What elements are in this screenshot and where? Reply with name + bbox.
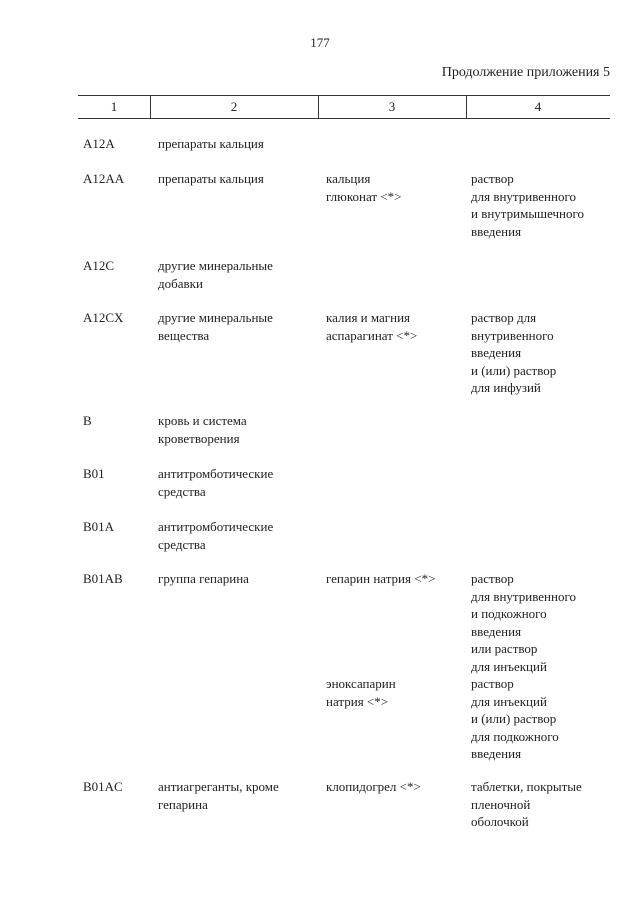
drug-cell: гепарин натрия <*> <box>326 571 436 586</box>
form-cell: раствор для внутривенного и внутримышечного введения <box>471 171 585 239</box>
name-cell: препараты кальция <box>158 136 264 151</box>
drug-cell: клопидогрел <*> <box>326 779 421 794</box>
drug-cell: калия и магния аспарагинат <*> <box>326 310 418 343</box>
header-col-2: 2 <box>230 99 238 114</box>
form-cell: раствор для инъекций и (или) раствор для подкожного введения <box>471 676 559 761</box>
name-cell: другие минеральные вещества <box>158 310 273 343</box>
name-cell: антиагреганты, кроме гепарина <box>158 779 279 812</box>
continuation-title: Продолжение приложения 5 <box>441 65 610 80</box>
code-cell: B01AB <box>83 571 123 586</box>
header-col-3: 3 <box>388 99 396 114</box>
code-cell: A12CX <box>83 310 124 325</box>
name-cell: антитромботические средства <box>158 519 274 552</box>
code-cell: A12A <box>83 136 115 151</box>
form-cell: таблетки, покрытые пленочной оболочкой <box>471 779 582 829</box>
drug-cell: эноксапарин натрия <*> <box>326 676 396 709</box>
table-header <box>78 95 610 119</box>
form-cell: раствор для внутривенного и подкожного введения или раствор для инъекций <box>471 571 576 674</box>
code-cell: A12C <box>83 258 115 273</box>
header-col-4: 4 <box>534 99 542 114</box>
code-cell: B01AC <box>83 779 123 794</box>
drug-cell: кальция глюконат <*> <box>326 171 402 204</box>
name-cell: антитромботические средства <box>158 466 274 499</box>
name-cell: кровь и система кроветворения <box>158 413 247 446</box>
form-cell: раствор для внутривенного введения и (или) раствор для инфузий <box>471 310 557 395</box>
name-cell: другие минеральные добавки <box>158 258 273 291</box>
code-cell: B01A <box>83 519 115 534</box>
name-cell: препараты кальция <box>158 171 264 186</box>
code-cell: B <box>83 413 92 428</box>
header-col-1: 1 <box>110 99 118 114</box>
page-number: 177 <box>310 35 330 50</box>
code-cell: A12AA <box>83 171 125 186</box>
code-cell: B01 <box>83 466 105 481</box>
name-cell: группа гепарина <box>158 571 249 586</box>
